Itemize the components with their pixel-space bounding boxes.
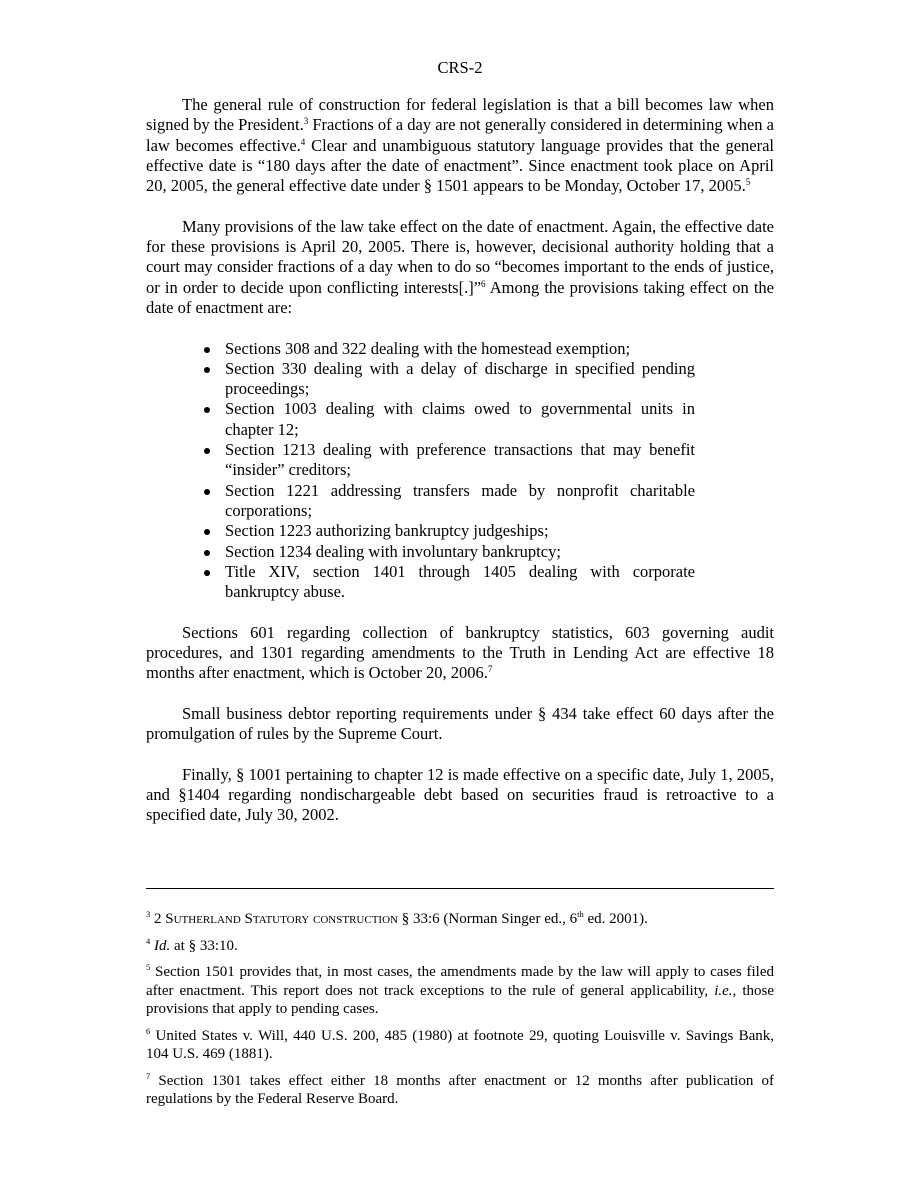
bullet-icon: [204, 570, 210, 576]
footnote-5: $^5$ Section 1501 provides that, in most cases, the amendments made by the law will apply to cases filed after enactment. This report does not track exceptions to the rule of general applicability, i.e., those provisions that apply to pending cases.: [146, 962, 775, 1017]
footnote-6: $^6$ United States v. Will, 440 U.S. 200, 485 (1980) at footnote 29, quoting Louisville v. Savings Bank, 104 U.S. 469 (1881).: [146, 1025, 774, 1062]
page-number-header: CRS-2: [437, 58, 483, 77]
list-item: Section 1234 dealing with involuntary bankruptcy;: [225, 542, 695, 562]
paragraph-small-business: Small business debtor reporting requirements under § 434 take effect 60 days after the promulgation of rules by the Supreme Court.: [146, 703, 774, 744]
bullet-icon: [204, 489, 210, 495]
footnote-ref-3: 3: [303, 116, 309, 127]
list-item: Sections 308 and 322 dealing with the homestead exemption;: [225, 339, 695, 359]
bullet-icon: [204, 448, 210, 454]
footnote-ref-7: 7: [487, 664, 493, 675]
paragraph-18-months: Sections 601 regarding collection of bankruptcy statistics, 603 governing audit procedures, and 1301 regarding amendments to the Truth in Lending Act are effective 18 months after enactment, which is October 20, 2006.$^7$: [146, 622, 774, 683]
footnote-ref-5: 5: [745, 177, 751, 188]
bullet-icon: [204, 550, 210, 556]
list-item: Section 1213 dealing with preference transactions that may benefit “insider” creditors;: [225, 440, 695, 481]
paragraph-general-rule: The general rule of construction for federal legislation is that a bill becomes law when signed by the President.$^3$ Fractions of a day are not generally considered in determining when a law becomes effective.$^4$ Clear and unambiguous statutory language provides that the general effective date is “180 days after the date of enactment”. Since enactment took place on April 20, 2005, the general effective date under § 1501 appears to be Monday, October 17, 2005.$^5$: [146, 95, 775, 196]
body-text: [146, 95, 774, 846]
bullet-icon: [204, 407, 210, 413]
bullet-icon: [204, 529, 210, 535]
paragraph-date-of-enactment: Many provisions of the law take effect on the date of enactment. Again, the effective date for these provisions is April 20, 2005. There is, however, decisional authority holding that a court may consider fractions of a day when to do so “becomes important to the ends of justice, or in order to decide upon conflicting interests[.]”$^6$ Among the provisions taking effect on the date of enactment are:: [146, 216, 774, 317]
footnote-ref-4: 4: [300, 136, 306, 147]
paragraph-finally: Finally, § 1001 pertaining to chapter 12 is made effective on a specific date, July 1, 2005, and §1404 regarding nondischargeable debt based on securities fraud is retroactive to a specified date, July 30, 2002.: [146, 764, 774, 825]
footnote-ref-6: 6: [481, 278, 486, 289]
list-item: Section 330 dealing with a delay of discharge in specified pending proceedings;: [225, 359, 695, 400]
list-item: Section 1223 authorizing bankruptcy judgeships;: [225, 521, 695, 541]
bullet-icon: [204, 347, 210, 353]
list-item: Section 1003 dealing with claims owed to governmental units in chapter 12;: [225, 399, 695, 440]
provisions-list: [146, 339, 695, 603]
footnote-4: $^4$ Id. at § 33:10.: [146, 935, 238, 954]
footnote-7: $^7$ Section 1301 takes effect either 18 months after enactment or 12 months after publication of regulations by the Federal Reserve Board.: [146, 1070, 775, 1107]
footnote-divider: [146, 888, 774, 889]
bullet-icon: [204, 367, 210, 373]
footnotes: [146, 910, 774, 1117]
footnote-3: $^3$ 2 Sutherland Statutory construction § 33:6 (Norman Singer ed., 6th ed. 2001).: [146, 909, 648, 927]
list-item: Title XIV, section 1401 through 1405 dealing with corporate bankruptcy abuse.: [225, 562, 695, 603]
list-item: Section 1221 addressing transfers made by nonprofit charitable corporations;: [225, 481, 695, 522]
